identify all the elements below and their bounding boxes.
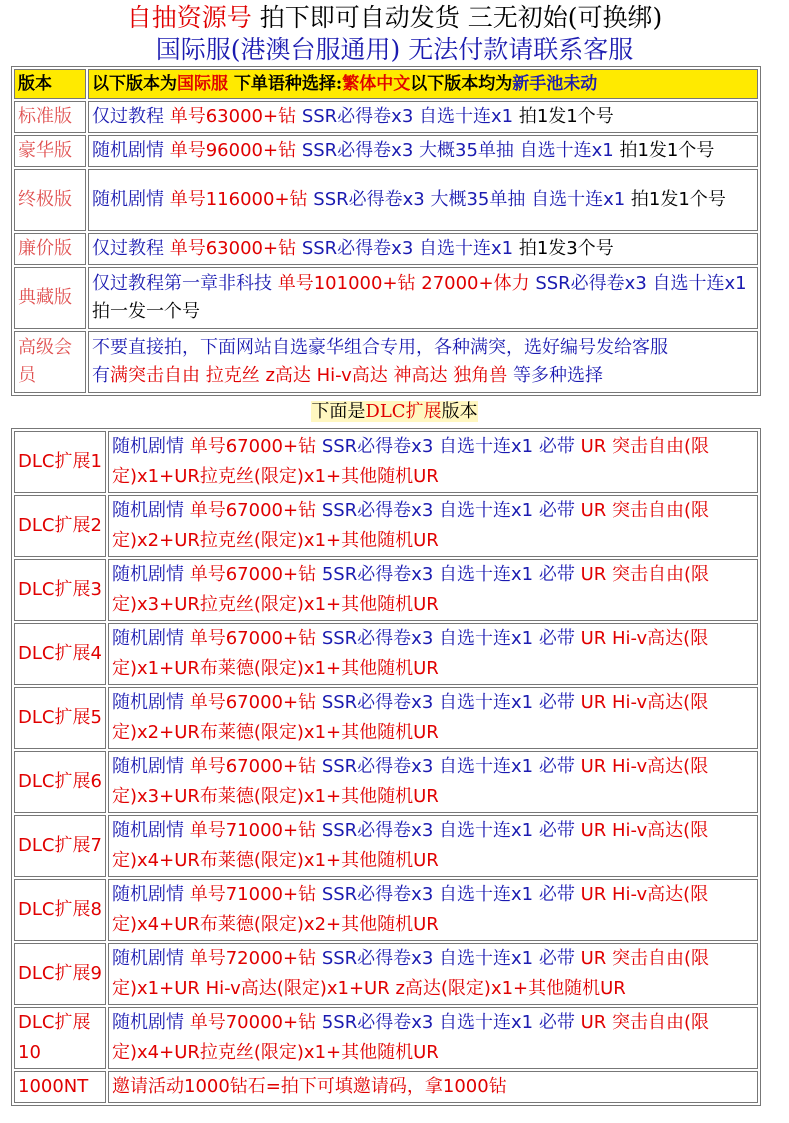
version-row-standard: 标准版 仅过教程 单号63000+钻 SSR必得卷x3 自选十连x1 拍1发1个号 <box>14 101 758 133</box>
dlc-description: 随机剧情 单号67000+钻 SSR必得卷x3 自选十连x1 必带 UR Hi-v高达(限定)x2+UR布莱德(限定)x1+其他随机UR <box>108 687 758 749</box>
dlc-row <box>14 559 758 621</box>
dlc-label: DLC扩展9 <box>14 943 106 1005</box>
title-text: 拍下即可自动发货 三无初始(可换绑) <box>259 3 663 32</box>
versions-table <box>11 66 761 396</box>
dlc-description: 随机剧情 单号71000+钻 SSR必得卷x3 自选十连x1 必带 UR Hi-v高达(限定)x4+UR布莱德(限定)x1+其他随机UR <box>108 815 758 877</box>
version-row-ultimate: 终极版 随机剧情 单号116000+钻 SSR必得卷x3 大概35单抽 自选十连x1 拍1发1个号 <box>14 169 758 231</box>
dlc-description: 随机剧情 单号72000+钻 SSR必得卷x3 自选十连x1 必带 UR 突击自由(限定)x1+UR Hi-v高达(限定)x1+UR z高达(限定)x1+其他随机UR <box>108 943 758 1005</box>
version-row-deluxe: 豪华版 随机剧情 单号96000+钻 SSR必得卷x3 大概35单抽 自选十连x1 拍1发1个号 <box>14 135 758 167</box>
dlc-row <box>14 623 758 685</box>
dlc-description: 随机剧情 单号67000+钻 SSR必得卷x3 自选十连x1 必带 UR Hi-v高达(限定)x3+UR布莱德(限定)x1+其他随机UR <box>108 751 758 813</box>
title-line-2: 国际服(港澳台服通用) 无法付款请联系客服 <box>155 35 634 64</box>
dlc-table <box>11 428 761 1106</box>
dlc-description: 随机剧情 单号70000+钻 5SR必得卷x3 自选十连x1 必带 UR 突击自由(限定)x4+UR拉克丝(限定)x1+其他随机UR <box>108 1007 758 1069</box>
dlc-description: 随机剧情 单号67000+钻 5SR必得卷x3 自选十连x1 必带 UR 突击自由(限定)x3+UR拉克丝(限定)x1+其他随机UR <box>108 559 758 621</box>
dlc-row <box>14 495 758 557</box>
vip-options: 有满突击自由 拉克丝 z高达 Hi-v高达 神高达 独角兽 等多种选择 <box>92 365 603 386</box>
dlc-row <box>14 751 758 813</box>
versions-header-note: 以下版本为国际服 下单语种选择:繁体中文以下版本均为新手池未动 <box>88 69 758 99</box>
dlc-section-title: 下面是DLC扩展版本 <box>311 401 478 422</box>
version-row-budget: 廉价版 仅过教程 单号63000+钻 SSR必得卷x3 自选十连x1 拍1发3个号 <box>14 233 758 265</box>
dlc-label: DLC扩展8 <box>14 879 106 941</box>
dlc-description: 随机剧情 单号67000+钻 SSR必得卷x3 自选十连x1 必带 UR 突击自由(限定)x1+UR拉克丝(限定)x1+其他随机UR <box>108 431 758 493</box>
dlc-description: 随机剧情 单号71000+钻 SSR必得卷x3 自选十连x1 必带 UR Hi-v高达(限定)x4+UR布莱德(限定)x2+其他随机UR <box>108 879 758 941</box>
dlc-label: DLC扩展2 <box>14 495 106 557</box>
dlc-row <box>14 1007 758 1069</box>
versions-header-row <box>14 69 758 99</box>
title-highlight: 自抽资源号 <box>126 3 252 32</box>
dlc-row <box>14 879 758 941</box>
dlc-row <box>14 431 758 493</box>
vip-note: 不要直接拍，下面网站自选豪华组合专用，各种满突，选好编号发给客服 <box>92 337 668 358</box>
version-row-vip: 高级会员 不要直接拍，下面网站自选豪华组合专用，各种满突，选好编号发给客服 有满突击自由 拉克丝 z高达 Hi-v高达 神高达 独角兽 等多种选择 <box>14 331 758 393</box>
page-header <box>0 0 789 66</box>
dlc-row <box>14 815 758 877</box>
dlc-row <box>14 943 758 1005</box>
dlc-label: DLC扩展6 <box>14 751 106 813</box>
dlc-label: DLC扩展4 <box>14 623 106 685</box>
version-column-header: 版本 <box>14 69 86 99</box>
dlc-label: DLC扩展5 <box>14 687 106 749</box>
dlc-row <box>14 687 758 749</box>
dlc-label: DLC扩展3 <box>14 559 106 621</box>
dlc-label: DLC扩展1 <box>14 431 106 493</box>
dlc-label: DLC扩展10 <box>14 1007 106 1069</box>
title-line-1 <box>0 0 789 34</box>
version-row-collector: 典藏版 仅过教程第一章非科技 单号101000+钻 27000+体力 SSR必得卷x3 自选十连x1 拍一发一个号 <box>14 267 758 329</box>
dlc-description: 随机剧情 单号67000+钻 SSR必得卷x3 自选十连x1 必带 UR Hi-v高达(限定)x1+UR布莱德(限定)x1+其他随机UR <box>108 623 758 685</box>
invite-row: 1000NT 邀请活动1000钻石=拍下可填邀请码，拿1000钻 <box>14 1071 758 1103</box>
dlc-description: 随机剧情 单号67000+钻 SSR必得卷x3 自选十连x1 必带 UR 突击自由(限定)x2+UR拉克丝(限定)x1+其他随机UR <box>108 495 758 557</box>
dlc-label: DLC扩展7 <box>14 815 106 877</box>
